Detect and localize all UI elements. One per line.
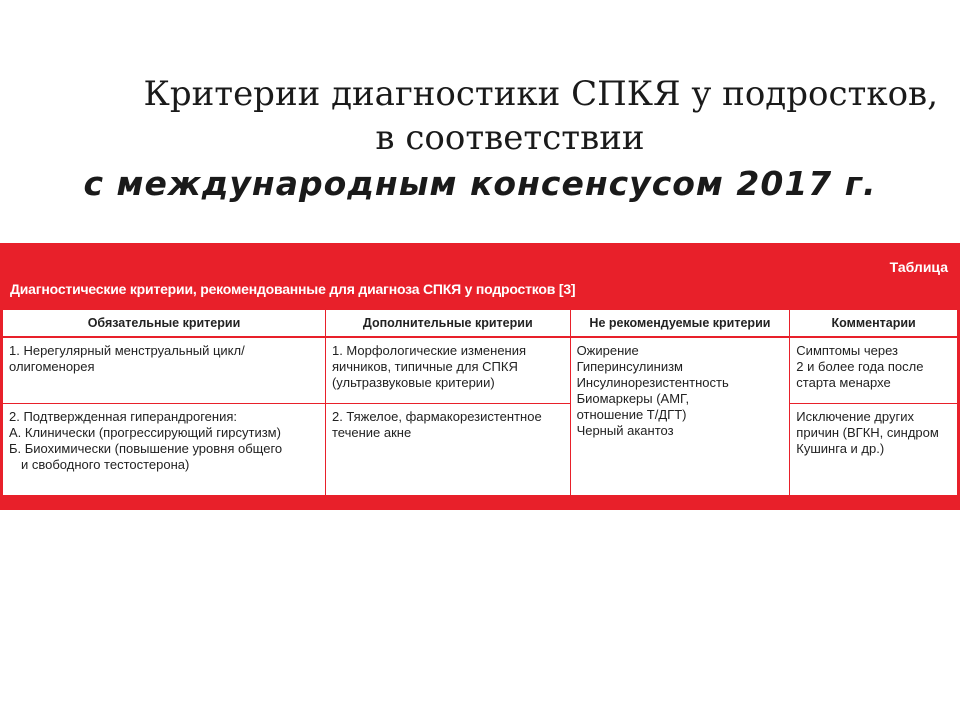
cell-line: яичников, типичные для СПКЯ <box>331 359 518 374</box>
table-row <box>3 403 958 495</box>
cell-comments-2 <box>790 403 958 495</box>
table-row <box>3 337 958 403</box>
cell-line: 1. Нерегулярный менструальный цикл/ <box>9 343 245 358</box>
cell-not-recommended <box>570 337 790 495</box>
cell-line: Исключение других <box>796 408 914 424</box>
cell-line: Биомаркеры (АМГ, <box>576 391 690 406</box>
cell-line: 2. Подтвержденная гиперандрогения: <box>9 408 237 424</box>
cell-line: 1. Морфологические изменения <box>331 343 527 358</box>
cell-line: причин (ВГКН, синдром <box>796 424 939 440</box>
criteria-table-panel <box>0 243 960 510</box>
cell-line: отношение Т/ДГТ) <box>576 407 687 422</box>
table-caption <box>0 243 960 305</box>
title-line-1: Критерии диагностики СПКЯ у подростков, <box>143 74 938 114</box>
cell-line: течение акне <box>331 424 412 440</box>
cell-line: и свободного тестостерона) <box>21 456 190 472</box>
cell-additional-1 <box>325 337 570 403</box>
cell-line: Черный акантоз <box>576 423 674 438</box>
cell-additional-2 <box>325 403 570 495</box>
column-header-mandatory: Обязательные критерии <box>3 310 326 338</box>
column-header-not-recommended: Не рекомендуемые критерии <box>570 310 790 338</box>
cell-line: Кушинга и др.) <box>796 440 885 456</box>
column-header-additional: Дополнительные критерии <box>325 310 570 338</box>
cell-line: (ультразвуковые критерии) <box>331 375 495 390</box>
cell-mandatory-1 <box>3 337 326 403</box>
table-header-row <box>3 310 958 338</box>
cell-comments-1 <box>790 337 958 403</box>
cell-mandatory-2 <box>3 403 326 495</box>
slide-title <box>0 72 960 206</box>
cell-line: старта менархе <box>796 375 891 390</box>
title-line-2: в соответствии <box>375 118 645 158</box>
table-tag: Таблица <box>889 259 948 275</box>
title-line-3: с международным консенсусом 2017 г. <box>83 164 877 203</box>
cell-line: Гиперинсулинизм <box>576 359 683 374</box>
criteria-table <box>2 309 958 496</box>
cell-line: 2. Тяжелое, фармакорезистентное <box>331 408 542 424</box>
cell-line: 2 и более года после <box>796 359 924 374</box>
cell-line: Ожирение <box>576 343 639 358</box>
cell-line: олигоменорея <box>9 359 95 374</box>
cell-line: Инсулинорезистентность <box>576 375 729 390</box>
cell-line: А. Клинически (прогрессирующий гирсутизм) <box>9 424 281 440</box>
table-heading: Диагностические критерии, рекомендованные для диагноза СПКЯ у подростков [3] <box>10 281 576 297</box>
column-header-comments: Комментарии <box>790 310 958 338</box>
cell-line: Симптомы через <box>796 343 898 358</box>
cell-line: Б. Биохимически (повышение уровня общего <box>9 440 283 456</box>
